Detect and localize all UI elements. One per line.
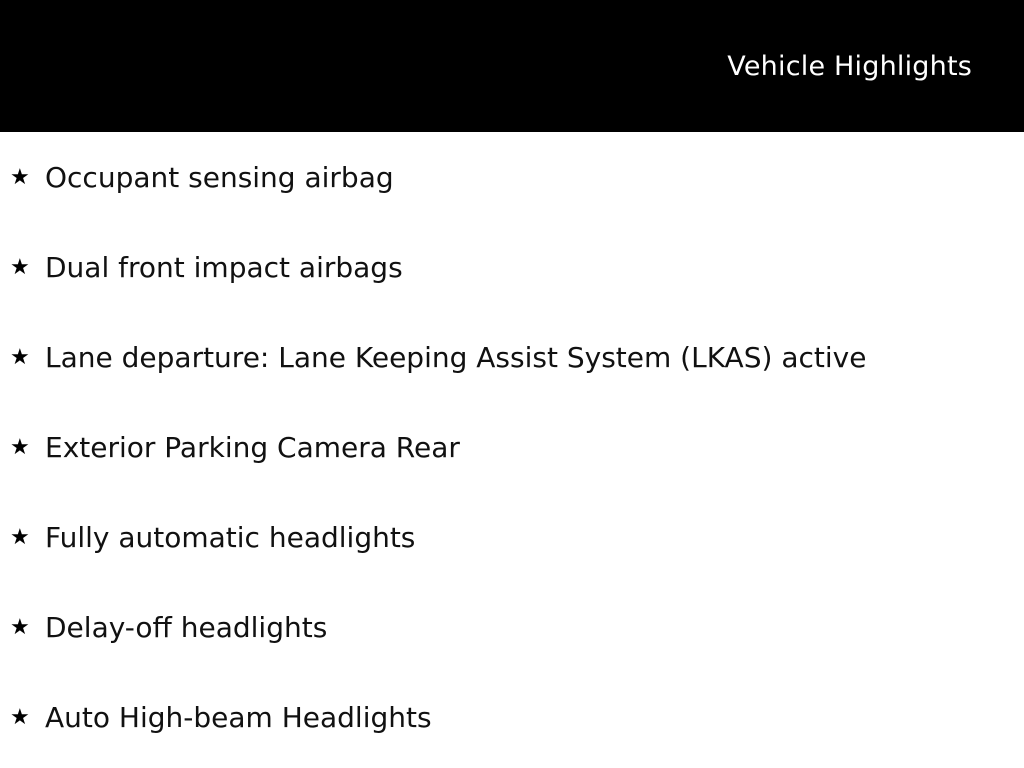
star-icon: ★ [10, 165, 30, 190]
highlight-label: Auto High-beam Headlights [45, 701, 432, 734]
highlight-label: Dual front impact airbags [45, 251, 403, 284]
star-icon: ★ [10, 435, 30, 460]
star-icon: ★ [10, 615, 30, 640]
list-item [0, 608, 1000, 648]
page-title: Vehicle Highlights [727, 51, 972, 82]
highlight-label: Lane departure: Lane Keeping Assist System (LKAS) active [45, 341, 867, 374]
header-bar [0, 0, 1024, 132]
star-icon: ★ [10, 525, 30, 550]
list-item [0, 698, 1000, 738]
star-icon: ★ [10, 705, 30, 730]
highlight-label: Delay-off headlights [45, 611, 328, 644]
list-item [0, 338, 1000, 378]
list-item [0, 518, 1000, 558]
list-item [0, 158, 1000, 198]
list-item [0, 428, 1000, 468]
star-icon: ★ [10, 255, 30, 280]
highlight-label: Fully automatic headlights [45, 521, 416, 554]
highlight-label: Occupant sensing airbag [45, 161, 394, 194]
star-icon: ★ [10, 345, 30, 370]
highlight-label: Exterior Parking Camera Rear [45, 431, 460, 464]
list-item [0, 248, 1000, 288]
